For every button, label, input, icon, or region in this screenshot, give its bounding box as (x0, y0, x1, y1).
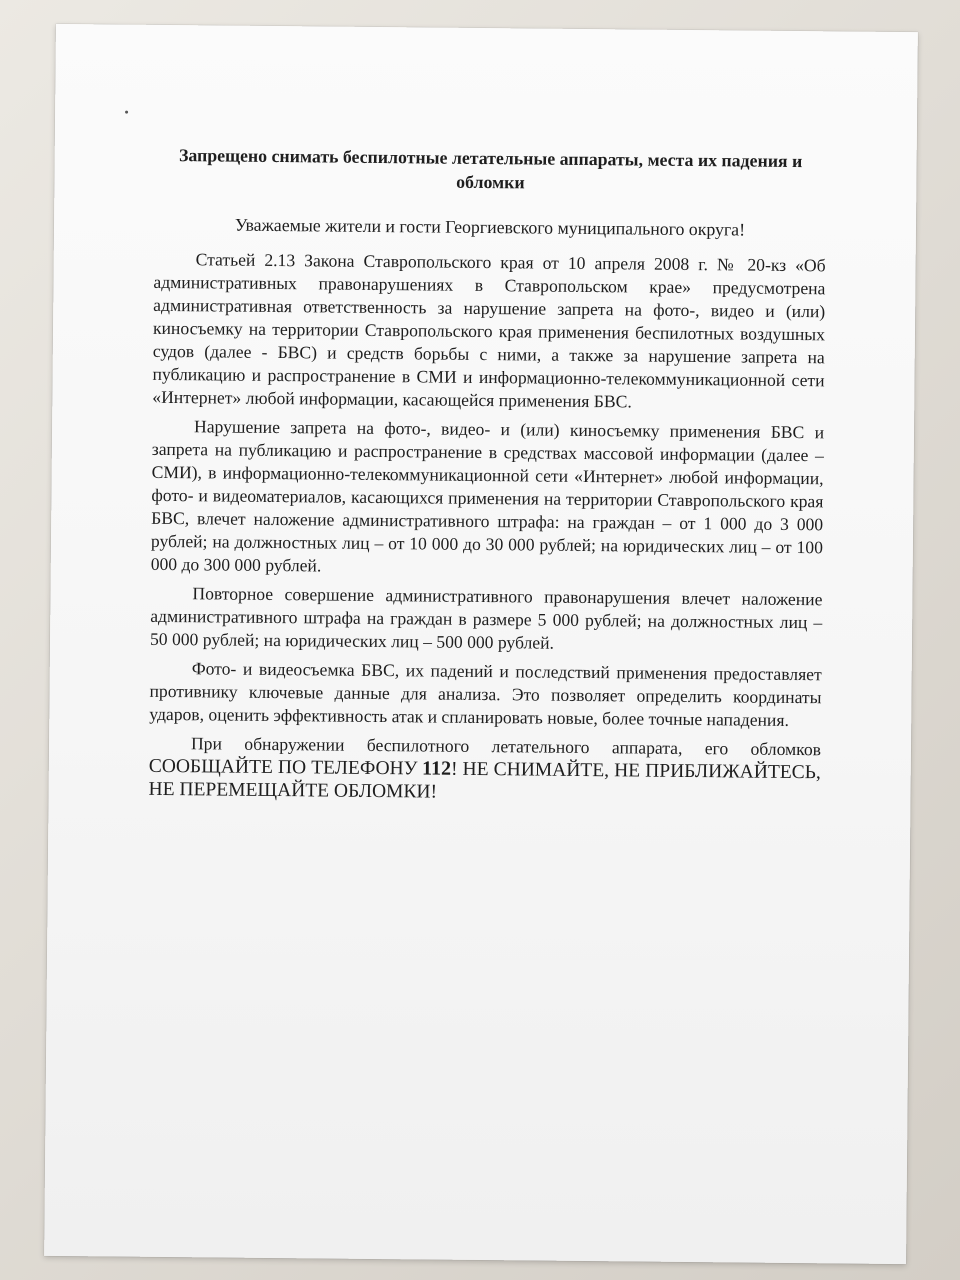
warning-lead: При обнаружении беспилотного летательного аппарата, его обломков (190, 733, 822, 760)
warning-call: СООБЩАЙТЕ ПО ТЕЛЕФОНУ (148, 755, 418, 780)
warning-do-not: ! НЕ СНИМАЙТЕ, НЕ ПРИБЛИЖАЙТЕСЬ, НЕ ПЕРЕМЕЩАЙТЕ ОБЛОМКИ! (148, 758, 821, 803)
paragraph-law: Статьей 2.13 Закона Ставропольского края от 10 апреля 2008 г. № 20-кз «Об административных правонарушениях в Ставропольском крае» предусмотрена административная ответственность за нарушение запрета на фото-, видео и (или) киносъемку на территории Ставропольского края применения беспилотных воздушных судов (далее - БВС) и средств борьбы с ними, а также за нарушение запрета на публикацию и распространение в СМИ и информационно-телекоммуникационной сети «Интернет» любой информации, касающейся применения БВС. (152, 249, 826, 412)
notice-body (148, 143, 826, 813)
paper-sheet (44, 24, 918, 1264)
paragraph-risk: Фото- и видеосъемка БВС, их падений и последствий применения предоставляет противнику ключевые данные для анализа. Это позволяет определить координаты ударов, оценить эффективность атак и спланировать новые, более точные нападения. (149, 658, 822, 730)
emergency-number: 112 (422, 757, 452, 780)
ink-dot (125, 111, 128, 114)
paragraph-repeat: Повторное совершение административного правонарушения влечет наложение административного штрафа на граждан в размере 5 000 рублей; на должностных лиц – 50 000 рублей; на юридических лиц – 500 000 рублей. (149, 583, 823, 653)
greeting-line: Уважаемые жители и гости Георгиевского муниципального округа! (234, 214, 746, 240)
paragraph-warning (148, 732, 821, 807)
paragraph-fines: Нарушение запрета на фото-, видео- и (или) киносъемку применения БВС и запрета на публикацию и распространение в средствах массовой информации (далее – СМИ), в информационно-телекоммуникационной сети «Интернет» любой информации, фото- и видеоматериалов, касающихся применения на территории Ставропольского края БВС, влечет наложение административного штрафа: на граждан – от 1 000 до 3 000 рублей; на должностных лиц – от 10 000 до 30 000 рублей; на юридических лиц – от 100 000 до 300 000 рублей. (150, 416, 825, 576)
notice-title: Запрещено снимать беспилотные летательные аппараты, места их падения и обломки (178, 145, 803, 193)
